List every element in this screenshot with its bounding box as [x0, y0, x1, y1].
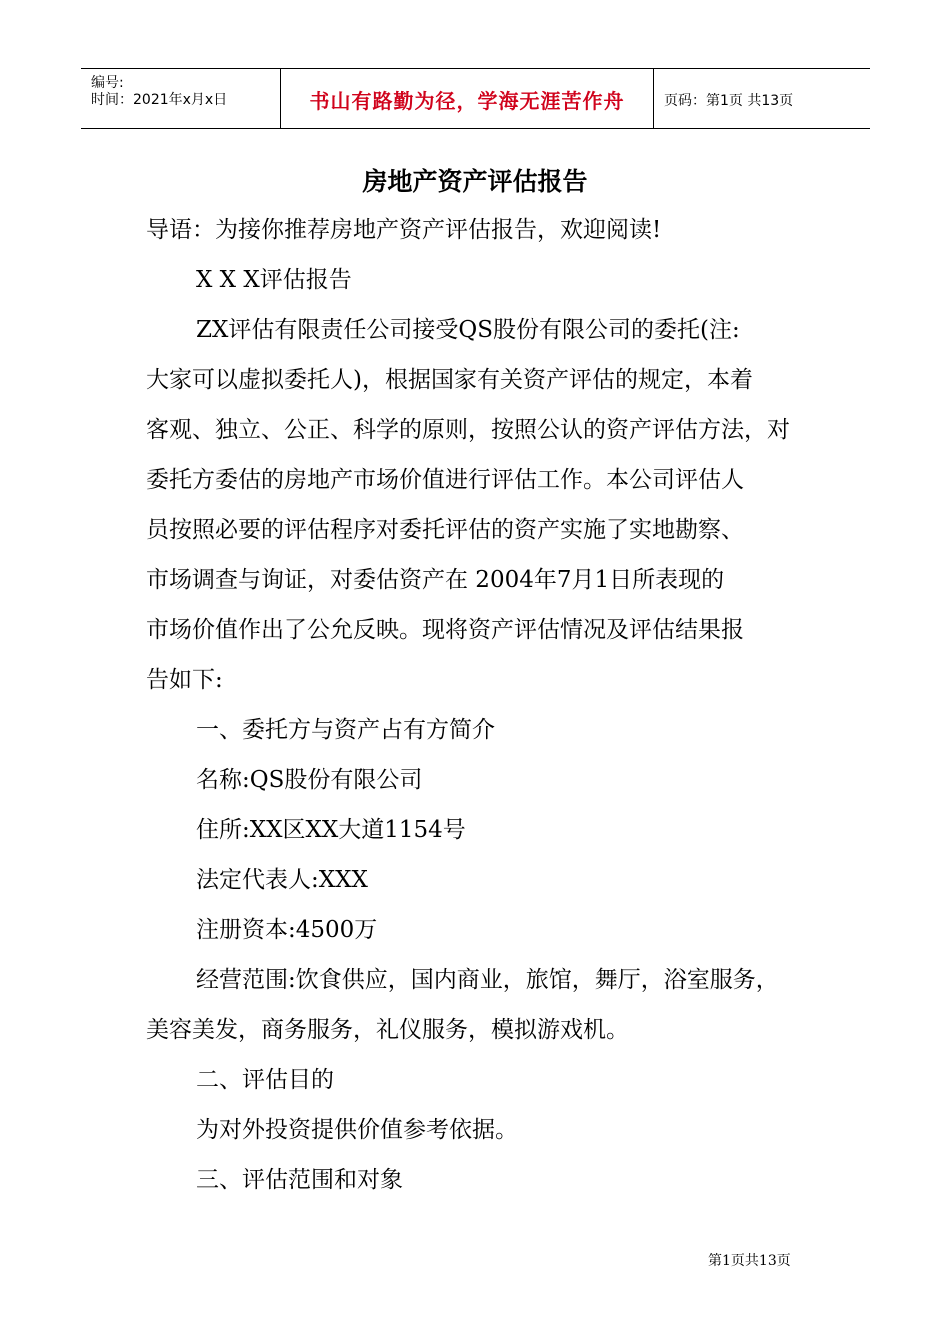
header-page-cell [654, 69, 870, 128]
body-line: 市场价值作出了公允反映。现将资产评估情况及评估结果报 [146, 617, 744, 643]
section2-text: 为对外投资提供价值参考依据。 [196, 1117, 518, 1143]
company-name: 名称:QS股份有限公司 [196, 767, 423, 793]
body-line: 员按照必要的评估程序对委托评估的资产实施了实地勘察、 [146, 517, 744, 543]
document-body [146, 205, 816, 1205]
page-footer: 第1页共13页 [708, 1253, 791, 1269]
header-page-info: 页码：第1页 共13页 [664, 93, 794, 109]
header-meta-cell [81, 69, 281, 128]
body-line: 市场调查与询证，对委估资产在 2004年7月1日所表现的 [146, 567, 725, 593]
company-address: 住所:XX区XX大道1154号 [196, 817, 466, 843]
body-line: 客观、独立、公正、科学的原则，按照公认的资产评估方法，对 [146, 417, 790, 443]
header-motto: 书山有路勤为径，学海无涯苦作舟 [309, 89, 625, 113]
body-line: 委托方委估的房地产市场价值进行评估工作。本公司评估人 [146, 467, 744, 493]
report-name: X X X评估报告 [196, 267, 352, 293]
body-line: 大家可以虚拟委托人)，根据国家有关资产评估的规定，本着 [146, 367, 753, 393]
intro-paragraph: 导语：为接你推荐房地产资产评估报告，欢迎阅读! [146, 217, 662, 243]
business-scope-line: 经营范围:饮食供应，国内商业，旅馆，舞厅，浴室服务， [196, 967, 779, 993]
document-title: 房地产资产评估报告 [362, 167, 588, 196]
section1-heading: 一、委托方与资产占有方简介 [196, 717, 495, 743]
legal-representative: 法定代表人:XXX [196, 867, 368, 893]
document-number-label: 编号: [91, 75, 124, 91]
body-line: 告如下: [146, 667, 223, 693]
header-motto-cell [281, 69, 654, 128]
page-header [81, 68, 870, 129]
document-time-label: 时间：2021年x月x日 [91, 92, 228, 108]
section3-heading: 三、评估范围和对象 [196, 1167, 403, 1193]
registered-capital: 注册资本:4500万 [196, 917, 378, 943]
body-line: ZX评估有限责任公司接受QS股份有限公司的委托(注: [196, 317, 740, 343]
section2-heading: 二、评估目的 [196, 1067, 334, 1093]
business-scope-line: 美容美发，商务服务，礼仪服务，模拟游戏机。 [146, 1017, 629, 1043]
